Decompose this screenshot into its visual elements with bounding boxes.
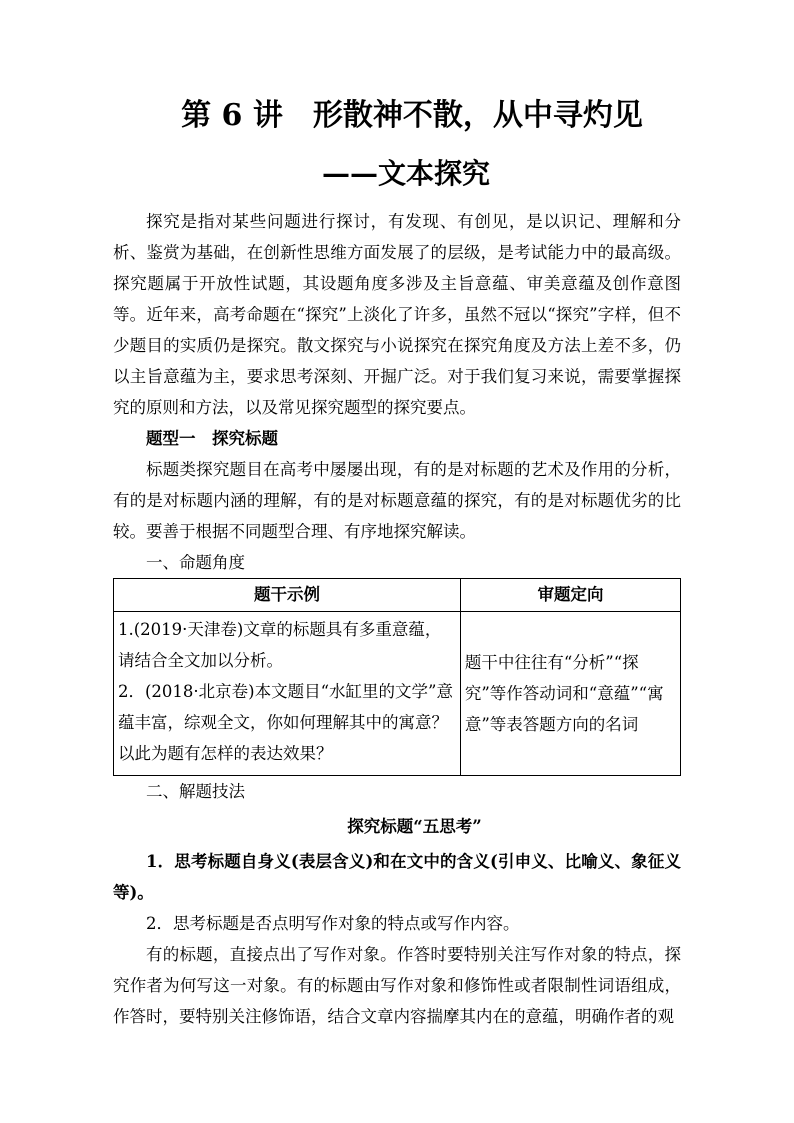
method-point-2-description: 有的标题，直接点出了写作对象。作答时要特别关注写作对象的特点，探究作者为何写这一对象。有的标题由写作对象和修饰性或者限制性词语组成，作答时，要特别关注修饰语，结合文章内容揣摩其内在的意蕴，明确作者的观: [113, 945, 681, 1026]
example-1: 1.(2019·天津卷)文章的标题具有多重意蕴，请结合全文加以分析。: [118, 620, 442, 670]
intro-paragraph: 探究是指对某些问题进行探讨，有发现、有创见，是以识记、理解和分析、鉴赏为基础，在创新性思维方面发展了的层级，是考试能力中的最高级。探究题属于开放性试题，其设题角度多涉及主旨意蕴、审美意蕴及创作意图等。近年来，高考命题在“探究”上淡化了许多，虽然不冠以“探究”字样，但不少题目的实质仍是探究。散文探究与小说探究在探究角度及方法上差不多，仍以主旨意蕴为主，要求思考深刻、开掘广泛。对于我们复习来说，需要掌握探究的原则和方法，以及常见探究题型的探究要点。: [113, 212, 681, 417]
question-angle-table: [113, 578, 681, 776]
table-header-direction: 审题定向: [460, 579, 680, 612]
section-heading: 题型一 探究标题: [146, 429, 278, 448]
method-point-2: 2．思考标题是否点明写作对象的特点或写作内容。: [146, 914, 520, 933]
lesson-title: 第 6 讲 形散神不散，从中寻灼见: [181, 98, 643, 133]
table-cell-direction: 题干中往往有“分析”“探究”等作答动词和“意蕴”“寓意”等表答题方向的名词: [460, 612, 680, 776]
example-2: 2．(2018·北京卷)本文题目“水缸里的文学”意蕴丰富，综观全文，你如何理解其中的寓意？以此为题有怎样的表达效果？: [118, 682, 453, 763]
method-point-1: 1．思考标题自身义(表层含义)和在文中的含义(引申义、比喻义、象征义等)。: [113, 852, 681, 902]
table-row: [114, 612, 681, 776]
document-page: [113, 90, 681, 1032]
subsection-heading-1: 一、命题角度: [146, 553, 245, 572]
table-header-example: 题干示例: [114, 579, 461, 612]
table-cell-examples: [114, 612, 461, 776]
section-description: 标题类探究题目在高考中屡屡出现，有的是对标题的艺术及作用的分析，有的是对标题内涵的理解，有的是对标题意蕴的探究，有的是对标题优劣的比较。要善于根据不同题型合理、有序地探究解读。: [113, 460, 681, 541]
subsection-heading-2: 二、解题技法: [146, 782, 245, 801]
method-title: 探究标题“五思考”: [347, 817, 482, 836]
lesson-subtitle: ——文本探究: [321, 157, 490, 190]
table-header-row: [114, 579, 681, 612]
